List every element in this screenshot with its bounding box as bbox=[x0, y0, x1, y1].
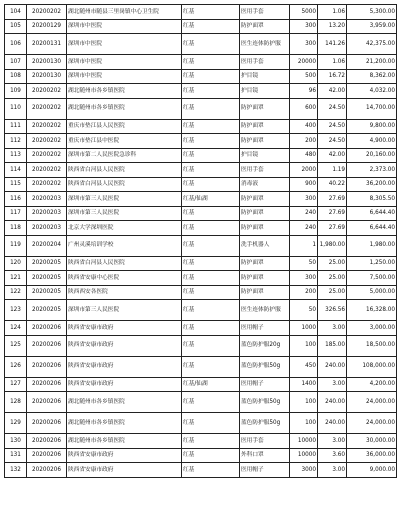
row-number-cell: 117 bbox=[5, 206, 27, 221]
quantity-cell: 900 bbox=[290, 177, 318, 192]
item-cell: 蓝色防护服20g bbox=[240, 335, 290, 356]
row-number-cell: 111 bbox=[5, 119, 27, 134]
item-cell: 医用帽子 bbox=[240, 377, 290, 392]
table-row bbox=[5, 285, 397, 300]
unit-price-cell: 25.00 bbox=[318, 285, 347, 300]
quantity-cell: 200 bbox=[290, 134, 318, 149]
quantity-cell: 10000 bbox=[290, 448, 318, 463]
row-number-cell: 106 bbox=[5, 34, 27, 55]
amount-cell: 8,362.00 bbox=[347, 69, 397, 84]
row-number-cell: 123 bbox=[5, 300, 27, 321]
amount-cell: 5,300.00 bbox=[347, 5, 397, 20]
date-cell: 20200203 bbox=[27, 206, 67, 221]
row-number-cell: 124 bbox=[5, 321, 27, 336]
unit-price-cell: 42.00 bbox=[318, 84, 347, 99]
unit-price-cell: 25.00 bbox=[318, 256, 347, 271]
item-cell: 医用帽子 bbox=[240, 463, 290, 478]
table-row bbox=[5, 335, 397, 356]
table-row bbox=[5, 463, 397, 478]
date-cell: 20200206 bbox=[27, 392, 67, 413]
quantity-cell: 100 bbox=[290, 392, 318, 413]
amount-cell: 42,375.00 bbox=[347, 34, 397, 55]
date-cell: 20200130 bbox=[27, 69, 67, 84]
date-cell: 20200206 bbox=[27, 321, 67, 336]
amount-cell: 30,000.00 bbox=[347, 434, 397, 449]
row-number-cell: 116 bbox=[5, 192, 27, 207]
table-row bbox=[5, 119, 397, 134]
recipient-cell: 陕西省安康市政府 bbox=[67, 356, 182, 377]
unit-price-cell: 326.56 bbox=[318, 300, 347, 321]
unit-price-cell: 3.60 bbox=[318, 448, 347, 463]
quantity-cell: 300 bbox=[290, 192, 318, 207]
date-cell: 20200129 bbox=[27, 19, 67, 34]
item-cell: 消毒液 bbox=[240, 177, 290, 192]
unit-price-cell: 240.00 bbox=[318, 413, 347, 434]
amount-cell: 3,959.00 bbox=[347, 19, 397, 34]
unit-price-cell: 3.00 bbox=[318, 434, 347, 449]
table-row bbox=[5, 84, 397, 99]
recipient-cell: 陕西省白河县人民医院 bbox=[67, 256, 182, 271]
amount-cell: 4,200.00 bbox=[347, 377, 397, 392]
row-number-cell: 122 bbox=[5, 285, 27, 300]
donor-cell: 红基 bbox=[182, 163, 240, 178]
donor-cell: 红基 bbox=[182, 356, 240, 377]
recipient-cell: 深圳市第三人民医院 bbox=[67, 192, 182, 207]
recipient-cell: 湖北随州市各乡镇医院 bbox=[67, 434, 182, 449]
date-cell: 20200205 bbox=[27, 271, 67, 286]
recipient-cell: 深圳市第三人民医院 bbox=[67, 206, 182, 221]
amount-cell: 6,644.40 bbox=[347, 221, 397, 236]
table-row bbox=[5, 256, 397, 271]
table-row bbox=[5, 321, 397, 336]
amount-cell: 5,000.00 bbox=[347, 285, 397, 300]
quantity-cell: 200 bbox=[290, 285, 318, 300]
item-cell: 防护面罩 bbox=[240, 134, 290, 149]
date-cell: 20200204 bbox=[27, 235, 67, 256]
date-cell: 20200202 bbox=[27, 84, 67, 99]
table-row bbox=[5, 148, 397, 163]
recipient-cell: 湖北随州市各乡镇医院 bbox=[67, 84, 182, 99]
date-cell: 20200203 bbox=[27, 192, 67, 207]
quantity-cell: 300 bbox=[290, 19, 318, 34]
row-number-cell: 120 bbox=[5, 256, 27, 271]
item-cell: 防护面罩 bbox=[240, 285, 290, 300]
item-cell: 防护面罩 bbox=[240, 256, 290, 271]
donor-cell: 红基 bbox=[182, 335, 240, 356]
donor-cell: 红基 bbox=[182, 177, 240, 192]
unit-price-cell: 24.50 bbox=[318, 134, 347, 149]
item-cell: 外科口罩 bbox=[240, 448, 290, 463]
table-row bbox=[5, 134, 397, 149]
donor-cell: 红基 bbox=[182, 134, 240, 149]
recipient-cell: 陕西省安康中心医院 bbox=[67, 271, 182, 286]
donor-cell: 红基 bbox=[182, 55, 240, 70]
unit-price-cell: 25.00 bbox=[318, 271, 347, 286]
table-row bbox=[5, 34, 397, 55]
table-row bbox=[5, 69, 397, 84]
row-number-cell: 112 bbox=[5, 134, 27, 149]
item-cell: 医用手套 bbox=[240, 434, 290, 449]
table-row bbox=[5, 19, 397, 34]
recipient-cell: 湖北随州市随县三里岗镇中心卫生院 bbox=[67, 5, 182, 20]
donor-cell: 红基 bbox=[182, 19, 240, 34]
unit-price-cell: 13.20 bbox=[318, 19, 347, 34]
donor-cell: 红基 bbox=[182, 448, 240, 463]
amount-cell: 2,373.00 bbox=[347, 163, 397, 178]
donor-cell: 红基 bbox=[182, 300, 240, 321]
item-cell: 护目镜 bbox=[240, 84, 290, 99]
recipient-cell: 湖北随州市各乡镇医院 bbox=[67, 413, 182, 434]
donor-cell: 红基 bbox=[182, 392, 240, 413]
unit-price-cell: 141.26 bbox=[318, 34, 347, 55]
donor-cell: 红基 bbox=[182, 5, 240, 20]
row-number-cell: 121 bbox=[5, 271, 27, 286]
quantity-cell: 1000 bbox=[290, 321, 318, 336]
amount-cell: 36,000.00 bbox=[347, 448, 397, 463]
quantity-cell: 5000 bbox=[290, 5, 318, 20]
donor-cell: 红基 bbox=[182, 206, 240, 221]
row-number-cell: 131 bbox=[5, 448, 27, 463]
date-cell: 20200206 bbox=[27, 463, 67, 478]
donor-cell: 红基 bbox=[182, 463, 240, 478]
date-cell: 20200206 bbox=[27, 356, 67, 377]
donor-cell: 红基 bbox=[182, 256, 240, 271]
amount-cell: 4,032.00 bbox=[347, 84, 397, 99]
row-number-cell: 128 bbox=[5, 392, 27, 413]
table-row bbox=[5, 98, 397, 119]
donor-cell: 红基 bbox=[182, 271, 240, 286]
recipient-cell: 陕西省白河县人民医院 bbox=[67, 163, 182, 178]
date-cell: 20200202 bbox=[27, 119, 67, 134]
quantity-cell: 10000 bbox=[290, 434, 318, 449]
donor-cell: 红基/仙湖 bbox=[182, 377, 240, 392]
item-cell: 医用手套 bbox=[240, 55, 290, 70]
recipient-cell: 重庆市垫江县中医院 bbox=[67, 134, 182, 149]
recipient-cell: 深圳市中医院 bbox=[67, 69, 182, 84]
item-cell: 防护面罩 bbox=[240, 271, 290, 286]
table-row bbox=[5, 448, 397, 463]
quantity-cell: 100 bbox=[290, 335, 318, 356]
item-cell: 防护面罩 bbox=[240, 221, 290, 236]
recipient-cell: 陕西省安康市政府 bbox=[67, 448, 182, 463]
donor-cell: 红基 bbox=[182, 221, 240, 236]
item-cell: 蓝色防护服50g bbox=[240, 392, 290, 413]
donation-table bbox=[4, 4, 397, 478]
item-cell: 医用帽子 bbox=[240, 321, 290, 336]
table-row bbox=[5, 377, 397, 392]
unit-price-cell: 27.69 bbox=[318, 206, 347, 221]
row-number-cell: 129 bbox=[5, 413, 27, 434]
amount-cell: 6,644.40 bbox=[347, 206, 397, 221]
quantity-cell: 450 bbox=[290, 356, 318, 377]
row-number-cell: 126 bbox=[5, 356, 27, 377]
unit-price-cell: 1.06 bbox=[318, 5, 347, 20]
amount-cell: 8,305.50 bbox=[347, 192, 397, 207]
quantity-cell: 300 bbox=[290, 34, 318, 55]
unit-price-cell: 185.00 bbox=[318, 335, 347, 356]
recipient-cell: 深圳市第三人民医院 bbox=[67, 300, 182, 321]
recipient-cell: 陕西省安康市政府 bbox=[67, 335, 182, 356]
quantity-cell: 400 bbox=[290, 119, 318, 134]
date-cell: 20200202 bbox=[27, 134, 67, 149]
quantity-cell: 300 bbox=[290, 271, 318, 286]
recipient-cell: 陕西省安康市政府 bbox=[67, 321, 182, 336]
date-cell: 20200206 bbox=[27, 413, 67, 434]
row-number-cell: 105 bbox=[5, 19, 27, 34]
recipient-cell: 陕西省白河县人民医院 bbox=[67, 177, 182, 192]
row-number-cell: 113 bbox=[5, 148, 27, 163]
quantity-cell: 600 bbox=[290, 98, 318, 119]
amount-cell: 3,000.00 bbox=[347, 321, 397, 336]
amount-cell: 18,500.00 bbox=[347, 335, 397, 356]
row-number-cell: 119 bbox=[5, 235, 27, 256]
date-cell: 20200202 bbox=[27, 98, 67, 119]
quantity-cell: 240 bbox=[290, 206, 318, 221]
donor-cell: 红基 bbox=[182, 69, 240, 84]
row-number-cell: 110 bbox=[5, 98, 27, 119]
unit-price-cell: 240.00 bbox=[318, 356, 347, 377]
amount-cell: 24,000.00 bbox=[347, 413, 397, 434]
recipient-cell: 陕西西安各医院 bbox=[67, 285, 182, 300]
quantity-cell: 100 bbox=[290, 413, 318, 434]
unit-price-cell: 27.69 bbox=[318, 192, 347, 207]
table-row bbox=[5, 356, 397, 377]
item-cell: 防护面罩 bbox=[240, 206, 290, 221]
quantity-cell: 480 bbox=[290, 148, 318, 163]
table-row bbox=[5, 206, 397, 221]
date-cell: 20200206 bbox=[27, 448, 67, 463]
table-row bbox=[5, 221, 397, 236]
item-cell: 医生连体防护服 bbox=[240, 300, 290, 321]
donor-cell: 红基 bbox=[182, 235, 240, 256]
unit-price-cell: 24.50 bbox=[318, 119, 347, 134]
table-row bbox=[5, 177, 397, 192]
date-cell: 20200202 bbox=[27, 5, 67, 20]
date-cell: 20200131 bbox=[27, 34, 67, 55]
table-body bbox=[5, 5, 397, 478]
amount-cell: 36,200.00 bbox=[347, 177, 397, 192]
unit-price-cell: 1,980.00 bbox=[318, 235, 347, 256]
donor-cell: 红基 bbox=[182, 434, 240, 449]
amount-cell: 4,900.00 bbox=[347, 134, 397, 149]
quantity-cell: 500 bbox=[290, 69, 318, 84]
amount-cell: 9,000.00 bbox=[347, 463, 397, 478]
table-row bbox=[5, 163, 397, 178]
row-number-cell: 108 bbox=[5, 69, 27, 84]
row-number-cell: 104 bbox=[5, 5, 27, 20]
unit-price-cell: 3.00 bbox=[318, 321, 347, 336]
table-row bbox=[5, 5, 397, 20]
unit-price-cell: 40.22 bbox=[318, 177, 347, 192]
donor-cell: 红基 bbox=[182, 321, 240, 336]
recipient-cell: 北京大学深圳医院 bbox=[67, 221, 182, 236]
item-cell: 防护面罩 bbox=[240, 192, 290, 207]
date-cell: 20200202 bbox=[27, 163, 67, 178]
recipient-cell: 重庆市垫江县人民医院 bbox=[67, 119, 182, 134]
donor-cell: 红基 bbox=[182, 98, 240, 119]
amount-cell: 21,200.00 bbox=[347, 55, 397, 70]
table-row bbox=[5, 55, 397, 70]
recipient-cell: 广州灵溪培训学校 bbox=[67, 235, 182, 256]
unit-price-cell: 1.06 bbox=[318, 55, 347, 70]
amount-cell: 108,000.00 bbox=[347, 356, 397, 377]
recipient-cell: 深圳市中医院 bbox=[67, 34, 182, 55]
row-number-cell: 114 bbox=[5, 163, 27, 178]
quantity-cell: 20000 bbox=[290, 55, 318, 70]
unit-price-cell: 24.50 bbox=[318, 98, 347, 119]
item-cell: 防护面罩 bbox=[240, 119, 290, 134]
quantity-cell: 2000 bbox=[290, 163, 318, 178]
table-row bbox=[5, 192, 397, 207]
date-cell: 20200205 bbox=[27, 256, 67, 271]
unit-price-cell: 3.00 bbox=[318, 377, 347, 392]
date-cell: 20200206 bbox=[27, 377, 67, 392]
item-cell: 医生连体防护服 bbox=[240, 34, 290, 55]
quantity-cell: 96 bbox=[290, 84, 318, 99]
item-cell: 防护面罩 bbox=[240, 98, 290, 119]
table-row bbox=[5, 434, 397, 449]
quantity-cell: 50 bbox=[290, 256, 318, 271]
item-cell: 蓝色防护服50g bbox=[240, 356, 290, 377]
row-number-cell: 127 bbox=[5, 377, 27, 392]
donor-cell: 红基 bbox=[182, 148, 240, 163]
recipient-cell: 陕西省安康市政府 bbox=[67, 463, 182, 478]
amount-cell: 9,800.00 bbox=[347, 119, 397, 134]
recipient-cell: 湖北随州市各乡镇医院 bbox=[67, 392, 182, 413]
row-number-cell: 125 bbox=[5, 335, 27, 356]
donor-cell: 红基 bbox=[182, 285, 240, 300]
unit-price-cell: 1.19 bbox=[318, 163, 347, 178]
quantity-cell: 1400 bbox=[290, 377, 318, 392]
amount-cell: 16,328.00 bbox=[347, 300, 397, 321]
date-cell: 20200206 bbox=[27, 434, 67, 449]
amount-cell: 14,700.00 bbox=[347, 98, 397, 119]
unit-price-cell: 16.72 bbox=[318, 69, 347, 84]
row-number-cell: 115 bbox=[5, 177, 27, 192]
recipient-cell: 深圳市中医院 bbox=[67, 55, 182, 70]
donor-cell: 红基 bbox=[182, 34, 240, 55]
unit-price-cell: 42.00 bbox=[318, 148, 347, 163]
row-number-cell: 118 bbox=[5, 221, 27, 236]
item-cell: 护目镜 bbox=[240, 69, 290, 84]
item-cell: 医用手套 bbox=[240, 163, 290, 178]
date-cell: 20200203 bbox=[27, 221, 67, 236]
item-cell: 医用手套 bbox=[240, 5, 290, 20]
unit-price-cell: 27.69 bbox=[318, 221, 347, 236]
recipient-cell: 陕西省安康市政府 bbox=[67, 377, 182, 392]
unit-price-cell: 3.00 bbox=[318, 463, 347, 478]
recipient-cell: 深圳市第二人民医院急诊科 bbox=[67, 148, 182, 163]
quantity-cell: 3000 bbox=[290, 463, 318, 478]
donor-cell: 红基/仙湖 bbox=[182, 192, 240, 207]
item-cell: 防护面罩 bbox=[240, 19, 290, 34]
amount-cell: 24,000.00 bbox=[347, 392, 397, 413]
date-cell: 20200205 bbox=[27, 285, 67, 300]
donor-cell: 红基 bbox=[182, 119, 240, 134]
amount-cell: 20,160.00 bbox=[347, 148, 397, 163]
item-cell: 护目镜 bbox=[240, 148, 290, 163]
item-cell: 蓝色防护服50g bbox=[240, 413, 290, 434]
amount-cell: 7,500.00 bbox=[347, 271, 397, 286]
table-row bbox=[5, 413, 397, 434]
row-number-cell: 132 bbox=[5, 463, 27, 478]
quantity-cell: 1 bbox=[290, 235, 318, 256]
date-cell: 20200202 bbox=[27, 148, 67, 163]
date-cell: 20200206 bbox=[27, 335, 67, 356]
recipient-cell: 深圳市中医院 bbox=[67, 19, 182, 34]
row-number-cell: 130 bbox=[5, 434, 27, 449]
table-row bbox=[5, 235, 397, 256]
date-cell: 20200202 bbox=[27, 177, 67, 192]
table-row bbox=[5, 271, 397, 286]
row-number-cell: 109 bbox=[5, 84, 27, 99]
table-row bbox=[5, 300, 397, 321]
item-cell: 洗手机器人 bbox=[240, 235, 290, 256]
amount-cell: 1,250.00 bbox=[347, 256, 397, 271]
table-row bbox=[5, 392, 397, 413]
date-cell: 20200130 bbox=[27, 55, 67, 70]
recipient-cell: 湖北随州市各乡镇医院 bbox=[67, 98, 182, 119]
donor-cell: 红基 bbox=[182, 413, 240, 434]
unit-price-cell: 240.00 bbox=[318, 392, 347, 413]
row-number-cell: 107 bbox=[5, 55, 27, 70]
quantity-cell: 240 bbox=[290, 221, 318, 236]
quantity-cell: 50 bbox=[290, 300, 318, 321]
amount-cell: 1,980.00 bbox=[347, 235, 397, 256]
date-cell: 20200205 bbox=[27, 300, 67, 321]
donor-cell: 红基 bbox=[182, 84, 240, 99]
